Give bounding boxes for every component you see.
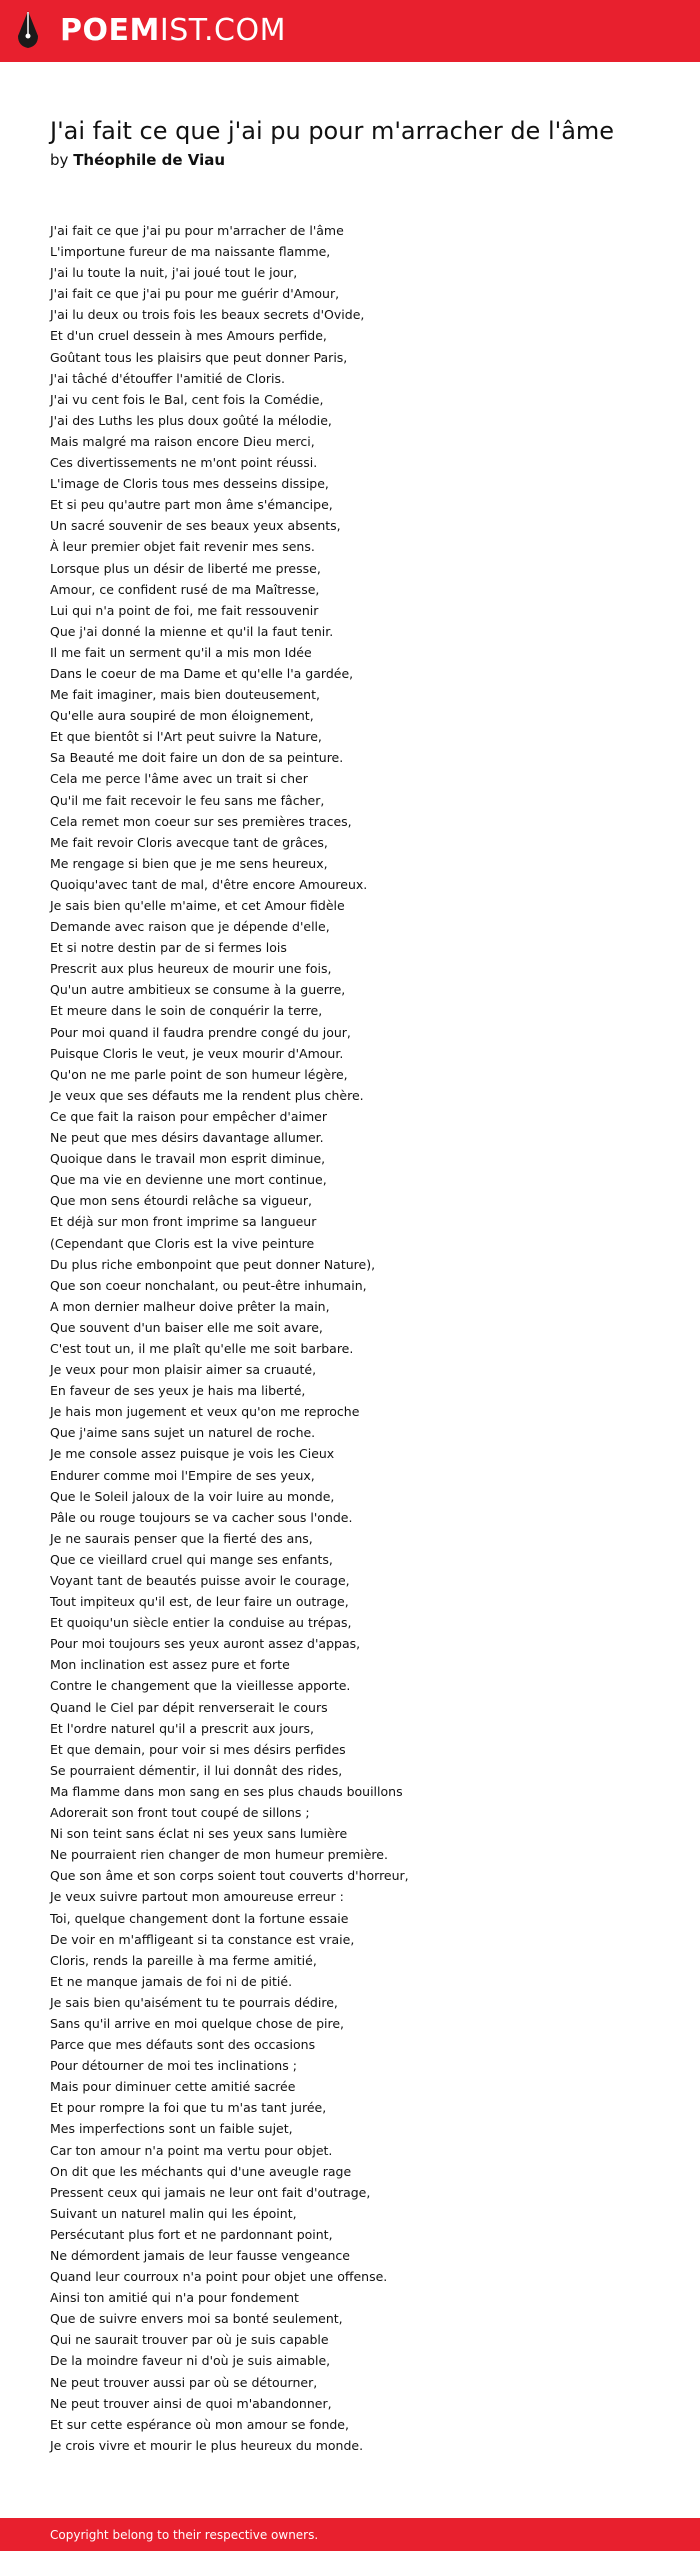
- poem-line: Je veux suivre partout mon amoureuse erreur :: [50, 1889, 344, 1905]
- poem-line: Mais pour diminuer cette amitié sacrée: [50, 2079, 296, 2095]
- poem-line: Ma flamme dans mon sang en ses plus chauds bouillons: [50, 1783, 403, 1799]
- poem-line: Je hais mon jugement et veux qu'on me reproche: [50, 1404, 360, 1420]
- poem-line: J'ai des Luths les plus doux goûté la mélodie,: [50, 412, 332, 428]
- poem-line: Adorerait son front tout coupé de sillons ;: [50, 1805, 310, 1821]
- poem-line: Je me console assez puisque je vois les Cieux: [50, 1446, 335, 1462]
- poem-line: Je sais bien qu'aisément tu te pourrais dédire,: [50, 1994, 338, 2010]
- logo-light-text: IST.COM: [159, 13, 286, 48]
- poem-line: Ne peut que mes désirs davantage allumer.: [50, 1130, 324, 1146]
- poem-line: Et l'ordre naturel qu'il a prescrit aux jours,: [50, 1720, 314, 1736]
- copyright-text: Copyright belong to their respective owners.: [50, 2528, 319, 2542]
- poem-line: Goûtant tous les plaisirs que peut donner Paris,: [50, 349, 348, 365]
- poem-line: Que mon sens étourdi relâche sa vigueur,: [50, 1193, 312, 1209]
- poem-line: Car ton amour n'a point ma vertu pour objet.: [50, 2142, 333, 2158]
- poem-line: Prescrit aux plus heureux de mourir une fois,: [50, 961, 332, 977]
- poem-line: Lui qui n'a point de foi, me fait ressouvenir: [50, 602, 319, 618]
- poem-line: Et meure dans le soin de conquérir la terre,: [50, 1003, 323, 1019]
- poem-line: Qu'on ne me parle point de son humeur légère,: [50, 1066, 348, 1082]
- poem-line: Ne pourraient rien changer de mon humeur première.: [50, 1847, 388, 1863]
- poem-line: Voyant tant de beautés puisse avoir le courage,: [50, 1573, 350, 1588]
- poem-line: Ces divertissements ne m'ont point réussi.: [50, 455, 318, 471]
- poem-line: A mon dernier malheur doive prêter la main,: [50, 1298, 330, 1314]
- poem-line: C'est tout un, il me plaît qu'elle me soit barbare.: [50, 1340, 354, 1356]
- poem-line: Et d'un cruel dessein à mes Amours perfide,: [50, 328, 327, 344]
- poem-title: J'ai fait ce que j'ai pu pour m'arracher de l'âme: [50, 117, 615, 145]
- poem-line: Sa Beauté me doit faire un don de sa peinture.: [50, 750, 344, 766]
- poem-line: Et si peu qu'autre part mon âme s'émancipe,: [50, 497, 333, 513]
- poem-line: Que j'aime sans sujet un naturel de roche.: [50, 1425, 316, 1441]
- poem-line: Du plus riche embonpoint que peut donner Nature),: [50, 1256, 376, 1272]
- poem-line: Et pour rompre la foi que tu m'as tant jurée,: [50, 2100, 327, 2116]
- poem-line: J'ai tâché d'étouffer l'amitié de Cloris.: [50, 370, 285, 386]
- poem-line: Amour, ce confident rusé de ma Maîtresse,: [50, 581, 320, 597]
- poem-line: Qu'elle aura soupiré de mon éloignement,: [50, 708, 314, 724]
- poem-line: Ne peut trouver aussi par où se détourner,: [50, 2374, 318, 2390]
- poem-line: Pâle ou rouge toujours se va cacher sous l'onde.: [50, 1509, 353, 1525]
- poem-line: Que j'ai donné la mienne et qu'il la faut tenir.: [50, 623, 334, 639]
- poem-line: Je sais bien qu'elle m'aime, et cet Amour fidèle: [50, 898, 345, 913]
- logo-bold-text: POEM: [60, 13, 160, 48]
- poem-line: Quoique dans le travail mon esprit diminue,: [50, 1151, 326, 1167]
- poem-line: Qui ne saurait trouver par où je suis capable: [50, 2332, 329, 2348]
- poem-line: Endurer comme moi l'Empire de ses yeux,: [50, 1467, 315, 1483]
- poem-line: De voir en m'affligeant si ta constance est vraie,: [50, 1931, 355, 1947]
- poem-line: Parce que mes défauts sont des occasions: [50, 2037, 316, 2053]
- poem-line: Et que demain, pour voir si mes désirs perfides: [50, 1741, 346, 1757]
- poem-line: Me fait revoir Cloris avecque tant de grâces,: [50, 834, 328, 850]
- poem-line: Que le Soleil jaloux de la voir luire au monde,: [50, 1488, 335, 1504]
- poem-line: Et que bientôt si l'Art peut suivre la Nature,: [50, 729, 322, 745]
- poem-line: Que ma vie en devienne une mort continue,: [50, 1172, 327, 1188]
- poem-line: Que souvent d'un baiser elle me soit avare,: [50, 1319, 323, 1335]
- poem-line: Un sacré souvenir de ses beaux yeux absents,: [50, 518, 341, 534]
- poem-line: En faveur de ses yeux je hais ma liberté,: [50, 1383, 306, 1399]
- site-footer: [0, 2518, 700, 2551]
- site-header: [0, 0, 700, 62]
- poem-line: Je ne saurais penser que la fierté des ans,: [50, 1530, 313, 1546]
- poem-line: J'ai lu deux ou trois fois les beaux secrets d'Ovide,: [50, 307, 365, 323]
- poem-line: Qu'il me fait recevoir le feu sans me fâcher,: [50, 792, 325, 808]
- poem-line: Et si notre destin par de si fermes lois: [50, 940, 287, 956]
- poem-line: Contre le changement que la vieillesse apporte.: [50, 1678, 351, 1694]
- poem-line: Que son coeur nonchalant, ou peut-être inhumain,: [50, 1277, 367, 1293]
- poem-line: Se pourraient démentir, il lui donnât des rides,: [50, 1762, 343, 1778]
- poem-line: J'ai fait ce que j'ai pu pour me guérir d'Amour,: [50, 286, 340, 302]
- poem-line: J'ai fait ce que j'ai pu pour m'arracher de l'âme: [50, 223, 344, 238]
- poem-line: L'image de Cloris tous mes desseins dissipe,: [50, 476, 329, 492]
- site-logo[interactable]: [60, 14, 286, 48]
- poem-line: Cela remet mon coeur sur ses premières traces,: [50, 813, 352, 829]
- poem-line: Ce que fait la raison pour empêcher d'aimer: [50, 1108, 327, 1124]
- poem-line: Demande avec raison que je dépende d'elle,: [50, 919, 330, 935]
- poem-line: Ne peut trouver ainsi de quoi m'abandonner,: [50, 2395, 332, 2411]
- pen-nib-icon[interactable]: [16, 10, 40, 50]
- poem-line: J'ai lu toute la nuit, j'ai joué tout le jour,: [50, 265, 298, 281]
- poem-line: Pressent ceux qui jamais ne leur ont fait d'outrage,: [50, 2184, 371, 2200]
- poem-line: Et quoiqu'un siècle entier la conduise au trépas,: [50, 1615, 352, 1631]
- poem-line: Je crois vivre et mourir le plus heureux du monde.: [50, 2437, 364, 2453]
- poem-line: Que ce vieillard cruel qui mange ses enfants,: [50, 1551, 333, 1567]
- poem-line: Ni son teint sans éclat ni ses yeux sans lumière: [50, 1826, 348, 1842]
- poem-line: Que son âme et son corps soient tout couverts d'horreur,: [50, 1868, 409, 1884]
- poem-line: Pour moi quand il faudra prendre congé du jour,: [50, 1024, 351, 1040]
- poem-line: Me rengage si bien que je me sens heureux,: [50, 855, 328, 871]
- poem-line: Tout impiteux qu'il est, de leur faire un outrage,: [50, 1594, 349, 1610]
- poem-line: Dans le coeur de ma Dame et qu'elle l'a gardée,: [50, 665, 354, 681]
- poem-line: Mon inclination est assez pure et forte: [50, 1657, 290, 1673]
- poem-line: Puisque Cloris le veut, je veux mourir d'Amour.: [50, 1045, 344, 1061]
- poem-line: Pour moi toujours ses yeux auront assez d'appas,: [50, 1636, 361, 1652]
- poem-line: Suivant un naturel malin qui les époint,: [50, 2205, 297, 2221]
- poem-line: Ainsi ton amitié qui n'a pour fondement: [50, 2290, 299, 2306]
- poem-line: Quand leur courroux n'a point pour objet une offense.: [50, 2269, 388, 2285]
- author-name[interactable]: Théophile de Viau: [73, 151, 226, 169]
- poem-line: Sans qu'il arrive en moi quelque chose de pire,: [50, 2015, 345, 2031]
- poem-line: À leur premier objet fait revenir mes sens.: [50, 539, 315, 555]
- poem-line: Ne démordent jamais de leur fausse vengeance: [50, 2248, 350, 2263]
- byline: [50, 150, 225, 170]
- poem-line: (Cependant que Cloris est la vive peinture: [50, 1235, 315, 1251]
- poem-line: Je veux que ses défauts me la rendent plus chère.: [50, 1087, 364, 1103]
- poem-line: L'importune fureur de ma naissante flamme,: [50, 244, 331, 260]
- poem-line: De la moindre faveur ni d'où je suis aimable,: [50, 2353, 331, 2369]
- poem-body: [50, 220, 670, 2456]
- poem-line: Je veux pour mon plaisir aimer sa cruauté,: [50, 1362, 317, 1378]
- poem-line: Et sur cette espérance où mon amour se fonde,: [50, 2416, 349, 2432]
- poem-line: Mais malgré ma raison encore Dieu merci,: [50, 433, 315, 449]
- poem-line: Pour détourner de moi tes inclinations ;: [50, 2058, 297, 2074]
- poem-line: Cela me perce l'âme avec un trait si cher: [50, 771, 308, 787]
- poem-line: Persécutant plus fort et ne pardonnant point,: [50, 2226, 333, 2242]
- poem-line: Il me fait un serment qu'il a mis mon Idée: [50, 644, 312, 660]
- poem-line: Mes imperfections sont un faible sujet,: [50, 2121, 293, 2137]
- poem-line: Lorsque plus un désir de liberté me presse,: [50, 560, 321, 576]
- poem-line: Qu'un autre ambitieux se consume à la guerre,: [50, 982, 346, 998]
- poem-line: Quoiqu'avec tant de mal, d'être encore Amoureux.: [50, 876, 368, 892]
- poem-line: Et déjà sur mon front imprime sa langueur: [50, 1214, 317, 1230]
- by-label: by: [50, 151, 69, 169]
- poem-line: Toi, quelque changement dont la fortune essaie: [50, 1910, 349, 1926]
- poem-line: Quand le Ciel par dépit renverserait le cours: [50, 1699, 328, 1715]
- poem-line: Cloris, rends la pareille à ma ferme amitié,: [50, 1952, 317, 1968]
- poem-line: J'ai vu cent fois le Bal, cent fois la Comédie,: [50, 391, 324, 407]
- poem-line: Que de suivre envers moi sa bonté seulement,: [50, 2311, 343, 2327]
- poem-line: On dit que les méchants qui d'une aveugle rage: [50, 2163, 352, 2179]
- poem-line: Et ne manque jamais de foi ni de pitié.: [50, 1973, 293, 1989]
- poem-line: Me fait imaginer, mais bien douteusement,: [50, 687, 320, 703]
